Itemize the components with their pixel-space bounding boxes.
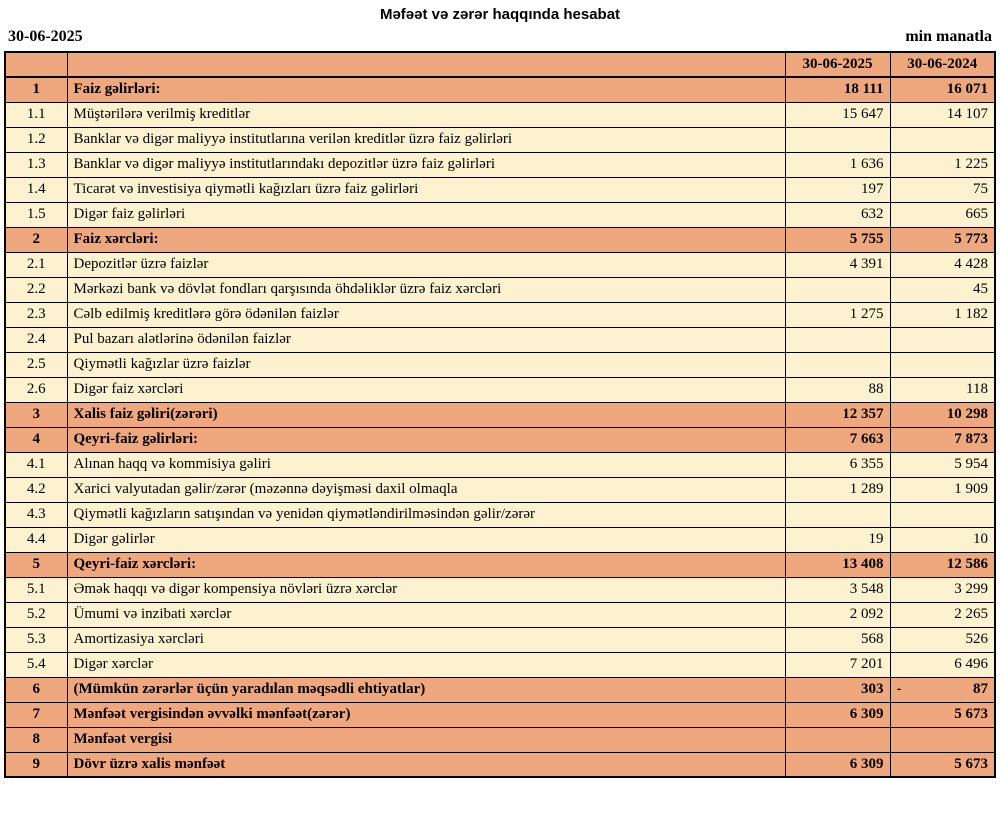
row-label-cell: Əmək haqqı və digər kompensiya növləri üzrə xərclər <box>67 577 785 602</box>
value-2025-cell: 15 647 <box>785 102 890 127</box>
row-number-cell: 2.4 <box>5 327 67 352</box>
detail-row <box>5 377 995 402</box>
detail-row <box>5 177 995 202</box>
section-row <box>5 77 995 102</box>
value-2025-cell <box>785 277 890 302</box>
row-number-cell: 9 <box>5 752 67 777</box>
value-2025-cell: 1 289 <box>785 477 890 502</box>
row-number-cell: 5.1 <box>5 577 67 602</box>
row-number-cell: 4.3 <box>5 502 67 527</box>
row-label-cell: Mənfəət vergisi <box>67 727 785 752</box>
value-2024-cell: 45 <box>890 277 995 302</box>
row-label-cell: Qiymətli kağızlar üzrə faizlər <box>67 352 785 377</box>
row-number-cell: 3 <box>5 402 67 427</box>
value-2024-cell: 4 428 <box>890 252 995 277</box>
row-label-cell: (Mümkün zərərlər üçün yaradılan məqsədli ehtiyatlar) <box>67 677 785 702</box>
row-number-cell: 4.1 <box>5 452 67 477</box>
row-number-cell: 1 <box>5 77 67 102</box>
col-header-2025: 30-06-2025 <box>785 52 890 77</box>
value-2024-cell: 5 673 <box>890 702 995 727</box>
value-2024-cell: 2 265 <box>890 602 995 627</box>
row-number-cell: 5 <box>5 552 67 577</box>
row-label-cell: Banklar və digər maliyyə institutlarındakı depozitlər üzrə faiz gəlirləri <box>67 152 785 177</box>
row-number-cell: 4 <box>5 427 67 452</box>
value-2024-cell <box>890 352 995 377</box>
value-2024-cell <box>890 727 995 752</box>
row-label-cell: Qiymətli kağızların satışından və yenidən qiymətləndirilməsindən gəlir/zərər <box>67 502 785 527</box>
detail-row <box>5 352 995 377</box>
row-label-cell: Mərkəzi bank və dövlət fondları qarşısında öhdəliklər üzrə faiz xərcləri <box>67 277 785 302</box>
row-label-cell: Depozitlər üzrə faizlər <box>67 252 785 277</box>
detail-row <box>5 202 995 227</box>
value-2025-cell: 5 755 <box>785 227 890 252</box>
value-2024-cell: 1 909 <box>890 477 995 502</box>
report-date: 30-06-2025 <box>8 28 83 45</box>
value-2024-cell: 75 <box>890 177 995 202</box>
value-2024-cell: 16 071 <box>890 77 995 102</box>
value-2025-cell: 6 355 <box>785 452 890 477</box>
detail-row <box>5 527 995 552</box>
detail-row <box>5 327 995 352</box>
detail-row <box>5 577 995 602</box>
row-label-cell: Ticarət və investisiya qiymətli kağızları üzrə faiz gəlirləri <box>67 177 785 202</box>
row-label-cell: Dövr üzrə xalis mənfəət <box>67 752 785 777</box>
row-label-cell: Mənfəət vergisindən əvvəlki mənfəət(zərər) <box>67 702 785 727</box>
value-text: 87 <box>973 681 988 698</box>
value-2024-cell: 10 298 <box>890 402 995 427</box>
row-label-cell: Digər gəlirlər <box>67 527 785 552</box>
value-2024-cell: 10 <box>890 527 995 552</box>
value-2025-cell: 19 <box>785 527 890 552</box>
value-2024-cell: 118 <box>890 377 995 402</box>
row-number-cell: 4.2 <box>5 477 67 502</box>
row-number-cell: 5.2 <box>5 602 67 627</box>
row-number-cell: 2 <box>5 227 67 252</box>
value-2025-cell <box>785 727 890 752</box>
value-2024-cell: 7 873 <box>890 427 995 452</box>
table-body <box>5 77 995 777</box>
col-header-2024: 30-06-2024 <box>890 52 995 77</box>
value-2025-cell: 12 357 <box>785 402 890 427</box>
row-label-cell: Digər faiz gəlirləri <box>67 202 785 227</box>
minus-sign: - <box>896 681 902 698</box>
row-label-cell: Amortizasiya xərcləri <box>67 627 785 652</box>
value-2024-cell: 1 225 <box>890 152 995 177</box>
value-2024-cell <box>890 677 995 702</box>
detail-row <box>5 152 995 177</box>
row-number-cell: 5.3 <box>5 627 67 652</box>
row-number-cell: 1.2 <box>5 127 67 152</box>
row-number-cell: 2.5 <box>5 352 67 377</box>
value-2025-cell: 1 636 <box>785 152 890 177</box>
table-header-row <box>5 52 995 77</box>
value-2024-cell: 3 299 <box>890 577 995 602</box>
row-number-cell: 1.1 <box>5 102 67 127</box>
detail-row <box>5 452 995 477</box>
row-number-cell: 1.3 <box>5 152 67 177</box>
value-2024-cell: 665 <box>890 202 995 227</box>
row-number-cell: 2.1 <box>5 252 67 277</box>
value-2025-cell: 18 111 <box>785 77 890 102</box>
row-label-cell: Xarici valyutadan gəlir/zərər (məzənnə dəyişməsi daxil olmaqla <box>67 477 785 502</box>
row-number-cell: 4.4 <box>5 527 67 552</box>
section-row <box>5 227 995 252</box>
detail-row <box>5 502 995 527</box>
value-2025-cell: 6 309 <box>785 752 890 777</box>
value-2025-cell <box>785 327 890 352</box>
row-label-cell: Qeyri-faiz xərcləri: <box>67 552 785 577</box>
report-table <box>4 51 996 778</box>
detail-row <box>5 127 995 152</box>
value-2025-cell: 568 <box>785 627 890 652</box>
row-number-cell: 1.4 <box>5 177 67 202</box>
row-label-cell: Cəlb edilmiş kreditlərə görə ödənilən faizlər <box>67 302 785 327</box>
page-title: Məfəət və zərər haqqında hesabat <box>379 6 621 23</box>
value-2025-cell: 7 663 <box>785 427 890 452</box>
value-2025-cell <box>785 502 890 527</box>
meta-row <box>0 26 1000 51</box>
value-2025-cell: 7 201 <box>785 652 890 677</box>
row-number-cell: 2.6 <box>5 377 67 402</box>
value-2025-cell: 4 391 <box>785 252 890 277</box>
detail-row <box>5 477 995 502</box>
row-number-cell: 2.3 <box>5 302 67 327</box>
section-row <box>5 552 995 577</box>
row-label-cell: Banklar və digər maliyyə institutlarına verilən kreditlər üzrə faiz gəlirləri <box>67 127 785 152</box>
row-number-cell: 1.5 <box>5 202 67 227</box>
row-label-cell: Ümumi və inzibati xərclər <box>67 602 785 627</box>
value-2025-cell: 13 408 <box>785 552 890 577</box>
row-number-cell: 2.2 <box>5 277 67 302</box>
value-2025-cell: 1 275 <box>785 302 890 327</box>
row-label-cell: Xalis faiz gəliri(zərəri) <box>67 402 785 427</box>
row-number-cell: 5.4 <box>5 652 67 677</box>
row-label-cell: Faiz gəlirləri: <box>67 77 785 102</box>
value-2025-cell: 303 <box>785 677 890 702</box>
unit-label: min manatla <box>905 28 992 45</box>
row-label-cell: Faiz xərcləri: <box>67 227 785 252</box>
section-row <box>5 752 995 777</box>
detail-row <box>5 277 995 302</box>
value-2025-cell: 88 <box>785 377 890 402</box>
detail-row <box>5 102 995 127</box>
value-2024-cell: 1 182 <box>890 302 995 327</box>
value-2024-cell <box>890 502 995 527</box>
section-row <box>5 402 995 427</box>
value-2025-cell: 632 <box>785 202 890 227</box>
value-2025-cell: 6 309 <box>785 702 890 727</box>
row-label-cell: Qeyri-faiz gəlirləri: <box>67 427 785 452</box>
row-label-cell: Alınan haqq və kommisiya gəliri <box>67 452 785 477</box>
value-2024-cell <box>890 127 995 152</box>
value-2025-cell: 197 <box>785 177 890 202</box>
value-2024-cell: 5 673 <box>890 752 995 777</box>
row-label-cell: Pul bazarı alətlərinə ödənilən faizlər <box>67 327 785 352</box>
value-2024-cell <box>890 327 995 352</box>
row-label-cell: Digər faiz xərcləri <box>67 377 785 402</box>
detail-row <box>5 252 995 277</box>
value-2024-cell: 14 107 <box>890 102 995 127</box>
value-2024-cell: 12 586 <box>890 552 995 577</box>
value-2025-cell <box>785 127 890 152</box>
detail-row <box>5 652 995 677</box>
detail-row <box>5 302 995 327</box>
section-row <box>5 677 995 702</box>
section-row <box>5 427 995 452</box>
row-number-cell: 8 <box>5 727 67 752</box>
row-number-cell: 7 <box>5 702 67 727</box>
row-number-cell: 6 <box>5 677 67 702</box>
value-2024-cell: 5 773 <box>890 227 995 252</box>
value-2025-cell: 2 092 <box>785 602 890 627</box>
detail-row <box>5 627 995 652</box>
section-row <box>5 702 995 727</box>
value-2024-cell: 6 496 <box>890 652 995 677</box>
row-label-cell: Müştərilərə verilmiş kreditlər <box>67 102 785 127</box>
header-label-cell <box>67 52 785 77</box>
value-2025-cell: 3 548 <box>785 577 890 602</box>
value-2025-cell <box>785 352 890 377</box>
value-2024-cell: 526 <box>890 627 995 652</box>
section-row <box>5 727 995 752</box>
header-number-cell <box>5 52 67 77</box>
value-2024-cell: 5 954 <box>890 452 995 477</box>
row-label-cell: Digər xərclər <box>67 652 785 677</box>
detail-row <box>5 602 995 627</box>
